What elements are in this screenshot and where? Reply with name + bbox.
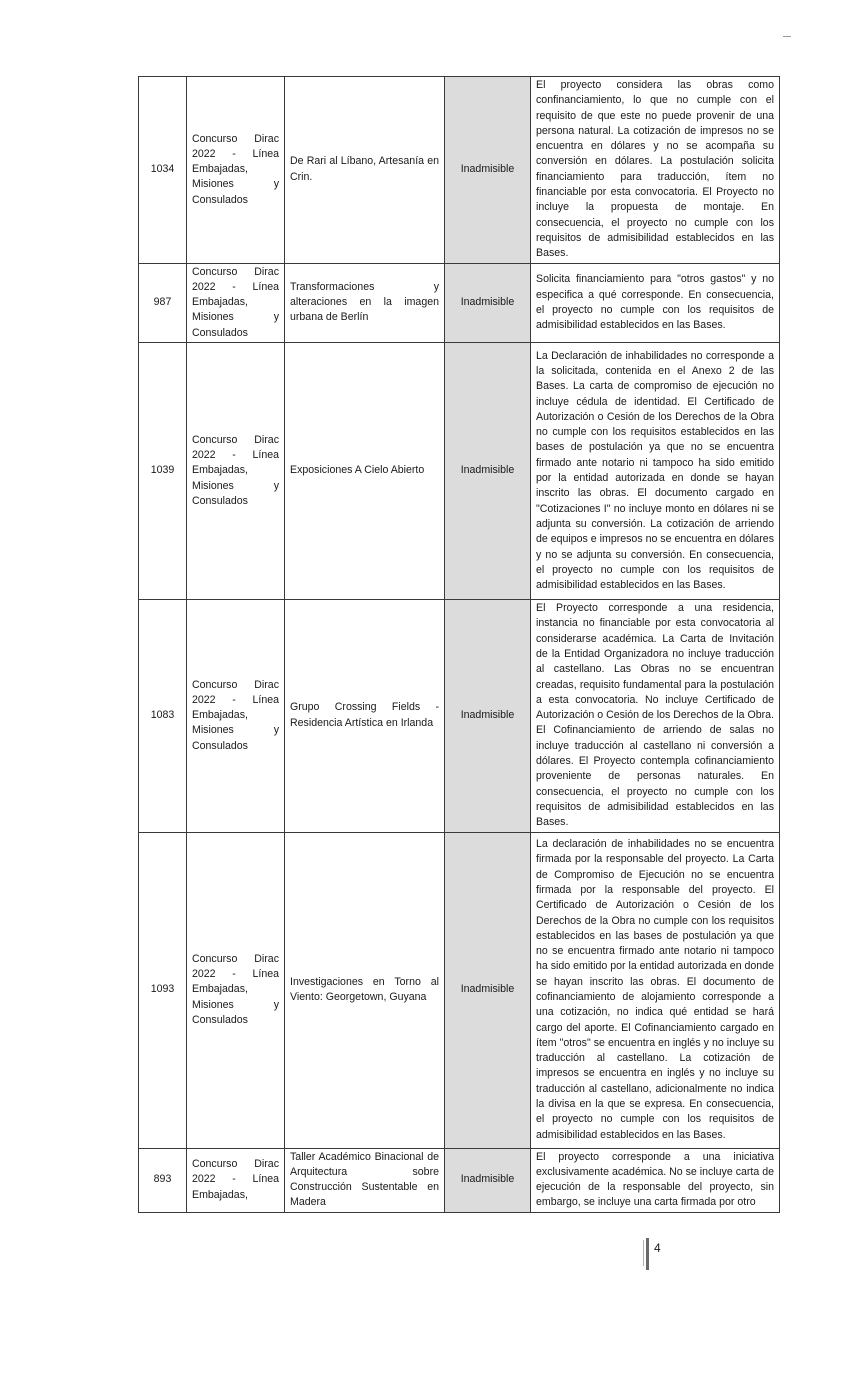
result-status: Inadmisible <box>445 1148 531 1212</box>
table-row <box>139 1148 780 1212</box>
table-row <box>139 263 780 342</box>
result-status: Inadmisible <box>445 832 531 1148</box>
contest-line-text: Misiones y <box>192 178 279 191</box>
project-id: 1093 <box>139 832 187 1148</box>
contest-line-text: Consulados <box>192 1013 248 1026</box>
project-name: De Rari al Líbano, Artesanía en Crin. <box>285 77 445 264</box>
contest-line-text: Embajadas, <box>192 1188 248 1201</box>
contest-line-text: Misiones y <box>192 479 279 492</box>
contest-line <box>187 832 285 1148</box>
result-status: Inadmisible <box>445 343 531 600</box>
contest-line-text: Misiones y <box>192 724 279 737</box>
result-reason: El Proyecto corresponde a una residencia, instancia no financiable por esta convocatoria al considerarse académica. La Carta de Invitación de la Entidad Organizadora no incluye traducción al castellano. Las Obras no se encuentran creadas, requisito fundamental para la postulación a esta convocatoria. No incluye Certificado de Autorización o Cesión de los Derechos de la Obra. El Cofinanciamiento de arriendo de salas no incluye traducción al castellano ni conversión a dólares. El Proyecto contempla cofinanciamiento proveniente de personas naturales. En consecuencia, el proyecto no cumple con los requisitos de admisibilidad establecidos en las Bases. <box>531 600 780 832</box>
table-row <box>139 343 780 600</box>
contest-line-text: 2022 - Línea <box>192 968 279 981</box>
scan-mark <box>783 36 791 37</box>
project-name: Investigaciones en Torno al Viento: Georgetown, Guyana <box>285 832 445 1148</box>
contest-line <box>187 77 285 264</box>
contest-line-text: Concurso Dirac <box>192 433 279 446</box>
contest-line <box>187 600 285 832</box>
project-name: Grupo Crossing Fields - Residencia Artística en Irlanda <box>285 600 445 832</box>
result-reason: El proyecto corresponde a una iniciativa exclusivamente académica. No se incluye carta de ejecución de la responsable del proyecto, sin embargo, se incluye una carta firmada por otro <box>531 1148 780 1212</box>
contest-line-text: Concurso Dirac <box>192 265 279 278</box>
result-status: Inadmisible <box>445 600 531 832</box>
contest-line-text: Concurso Dirac <box>192 132 279 145</box>
project-name: Taller Académico Binacional de Arquitectura sobre Construcción Sustentable en Madera <box>285 1148 445 1212</box>
table-row <box>139 832 780 1148</box>
project-id: 1034 <box>139 77 187 264</box>
result-status: Inadmisible <box>445 77 531 264</box>
contest-line-text: Consulados <box>192 494 248 507</box>
result-status: Inadmisible <box>445 263 531 342</box>
contest-line <box>187 1148 285 1212</box>
contest-line-text: 2022 - Línea <box>192 449 279 462</box>
contest-line-text: Misiones y <box>192 998 279 1011</box>
table-row <box>139 600 780 832</box>
result-reason: La declaración de inhabilidades no se encuentra firmada por la responsable del proyecto. La Carta de Compromiso de Ejecución no se encuentra firmada por la responsable del proyecto. El Certificado de Autorización o Cesión de los Derechos de la Obra no cumple con los requisitos establecidos en las bases de postulación ya que no se encuentra firmado ante notario ni tampoco ha sido emitido por la entidad autorizada en donde se hayan inscrito las obras. El documento de cofinanciamiento de alojamiento corresponde a una cotización, no indica qué entidad se hará cargo del aporte. El Cofinanciamiento cargado en ítem "otros" se encuentra en inglés y no incluye su traducción al castellano. La cotización de impresos se encuentra en inglés y no incluye su traducción al castellano, adicionalmente no indica la divisa en la que se expresa. En consecuencia, el proyecto no cumple con los requisitos de admisibilidad establecidos en las Bases. <box>531 832 780 1148</box>
contest-line <box>187 263 285 342</box>
page-number: 4 <box>654 1241 661 1255</box>
project-name: Transformaciones y alteraciones en la imagen urbana de Berlín <box>285 263 445 342</box>
resolution-table <box>138 76 780 1213</box>
contest-line-text: Concurso Dirac <box>192 1158 279 1171</box>
result-reason: El proyecto considera las obras como confinanciamiento, lo que no cumple con el requisito de que este no puede provenir de una persona natural. La cotización de impresos no se encuentra en dólares y no se acompaña su conversión en dólares. La postulación solicita financiamiento para traducción, ítem no financiable por esta convocatoria. El Proyecto no incluye la propuesta de montaje. En consecuencia, el proyecto no cumple con los requisitos de admisibilidad establecidos en las Bases. <box>531 77 780 264</box>
contest-line-text: Embajadas, <box>192 296 248 309</box>
page-number-bar <box>646 1238 649 1270</box>
result-reason: La Declaración de inhabilidades no corresponde a la solicitada, contenida en el Anexo 2 de las Bases. La carta de compromiso de ejecución no incluye cédula de identidad. El Certificado de Autorización o Cesión de los Derechos de la Obra no cumple con los requisitos establecidos en las bases de postulación ya que no se encuentra firmado ante notario ni tampoco ha sido emitido por la entidad autorizada en donde se hayan inscrito las obras. El documento cargado en "Cotizaciones I" no incluye monto en dólares ni se adjunta su conversión. La cotización de arriendo de equipos e impresos no se encuentra en dólares y no se adjunta su conversión. En consecuencia, el proyecto no cumple con los requisitos de admisibilidad establecidos en las Bases. <box>531 343 780 600</box>
contest-line-text: Embajadas, <box>192 464 248 477</box>
contest-line-text: Misiones y <box>192 311 279 324</box>
contest-line-text: Embajadas, <box>192 983 248 996</box>
table-row <box>139 77 780 264</box>
contest-line-text: 2022 - Línea <box>192 693 279 706</box>
page-number-marker <box>643 1240 644 1266</box>
project-id: 1083 <box>139 600 187 832</box>
contest-line-text: Consulados <box>192 193 248 206</box>
project-name: Exposiciones A Cielo Abierto <box>285 343 445 600</box>
contest-line <box>187 343 285 600</box>
contest-line-text: Consulados <box>192 326 248 339</box>
contest-line-text: Concurso Dirac <box>192 952 279 965</box>
contest-line-text: Concurso Dirac <box>192 678 279 691</box>
contest-line-text: 2022 - Línea <box>192 147 279 160</box>
contest-line-text: 2022 - Línea <box>192 1173 279 1186</box>
result-reason: Solicita financiamiento para "otros gastos" y no especifica a qué corresponde. En consecuencia, el proyecto no cumple con los requisitos de admisibilidad establecidos en las Bases. <box>531 263 780 342</box>
contest-line-text: 2022 - Línea <box>192 280 279 293</box>
contest-line-text: Consulados <box>192 739 248 752</box>
project-id: 1039 <box>139 343 187 600</box>
project-id: 987 <box>139 263 187 342</box>
project-id: 893 <box>139 1148 187 1212</box>
contest-line-text: Embajadas, <box>192 163 248 176</box>
contest-line-text: Embajadas, <box>192 709 248 722</box>
